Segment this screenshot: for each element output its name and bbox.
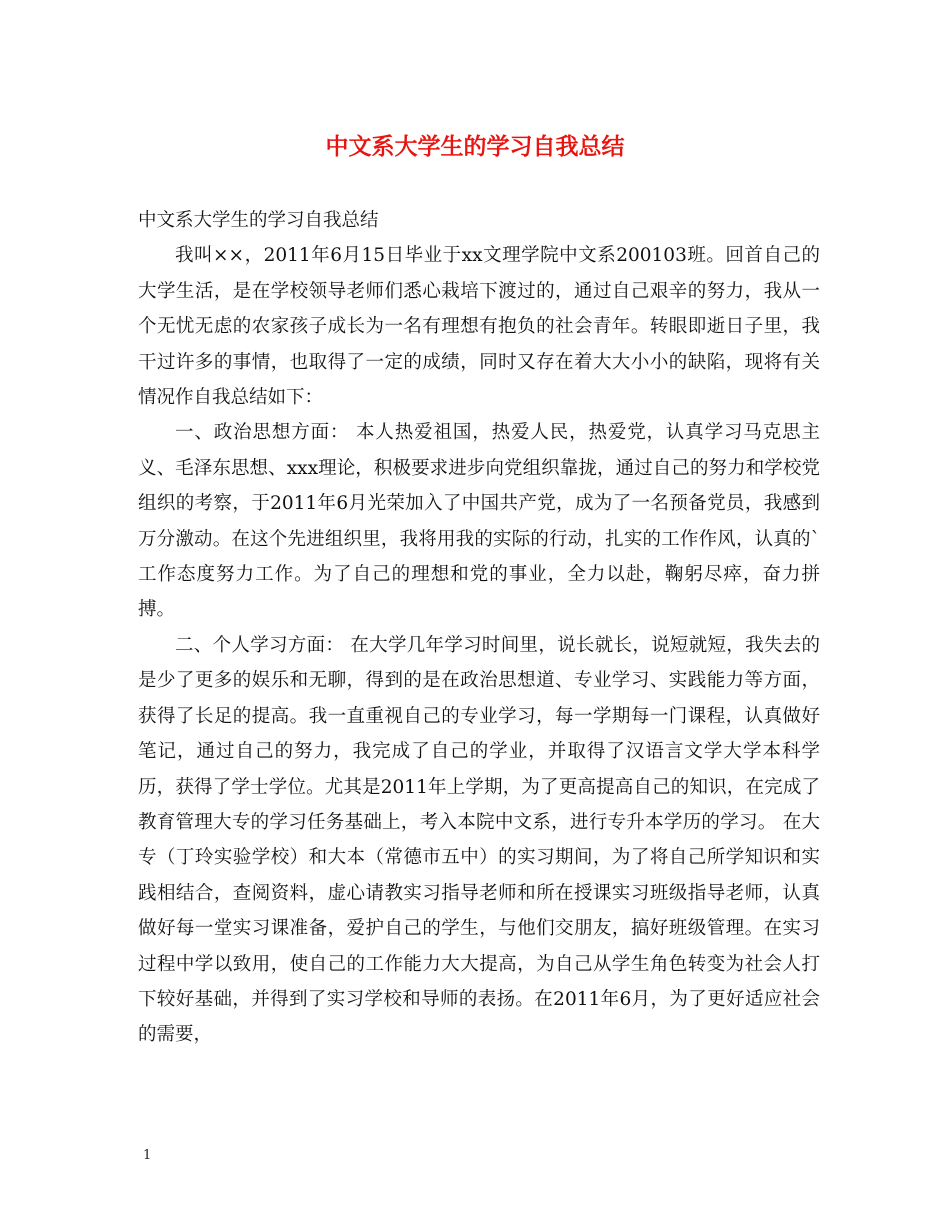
document-subtitle: 中文系大学生的学习自我总结 bbox=[138, 210, 379, 231]
document-title: 中文系大学生的学习自我总结 bbox=[325, 133, 625, 160]
paragraph-intro: 我叫××，2011年6月15日毕业于xx文理学院中文系200103班。回首自己的大学生活，是在学校领导老师们悉心栽培下渡过的，通过自己艰辛的努力，我从一个无忧无虑的农家孩子成长为一名有理想有抱负的社会青年。转眼即逝日子里，我干过许多的事情，也取得了一定的成绩，同时又存在着大大小小的缺陷，现将有关情况作自我总结如下： bbox=[138, 245, 820, 409]
page-number: 1 bbox=[143, 1148, 152, 1163]
paragraph-political: 一、政治思想方面： 本人热爱祖国，热爱人民，热爱党，认真学习马克思主义、毛泽东思想、xxx理论，积极要求进步向党组织靠拢，通过自己的努力和学校党组织的考察，于2011年6月光荣加入了中国共产党，成为了一名预备党员，我感到万分激动。在这个先进组织里，我将用我的实际的行动，扎实的工作作风，认真的`工作态度努力工作。为了自己的理想和党的事业，全力以赴，鞠躬尽瘁，奋力拼搏。 bbox=[138, 422, 820, 621]
paragraph-study: 二、个人学习方面： 在大学几年学习时间里，说长就长，说短就短，我失去的是少了更多的娱乐和无聊，得到的是在政治思想道、专业学习、实践能力等方面，获得了长足的提高。我一直重视自己的专业学习，每一学期每一门课程，认真做好笔记，通过自己的努力，我完成了自己的学业，并取得了汉语言文学大学本科学历，获得了学士学位。尤其是2011年上学期，为了更高提高自己的知识，在完成了教育管理大专的学习任务基础上，考入本院中文系，进行专升本学历的学习。 在大专（丁玲实验学校）和大本（常德市五中）的实习期间，为了将自己所学知识和实践相结合，查阅资料，虚心请教实习指导老师和所在授课实习班级指导老师，认真做好每一堂实习课准备，爱护自己的学生，与他们交朋友，搞好班级管理。在实习过程中学以致用，使自己的工作能力大大提高，为自己从学生角色转变为社会人打下较好基础，并得到了实习学校和导师的表扬。在2011年6月，为了更好适应社会的需要， bbox=[138, 634, 820, 1046]
document-body bbox=[138, 203, 820, 1053]
